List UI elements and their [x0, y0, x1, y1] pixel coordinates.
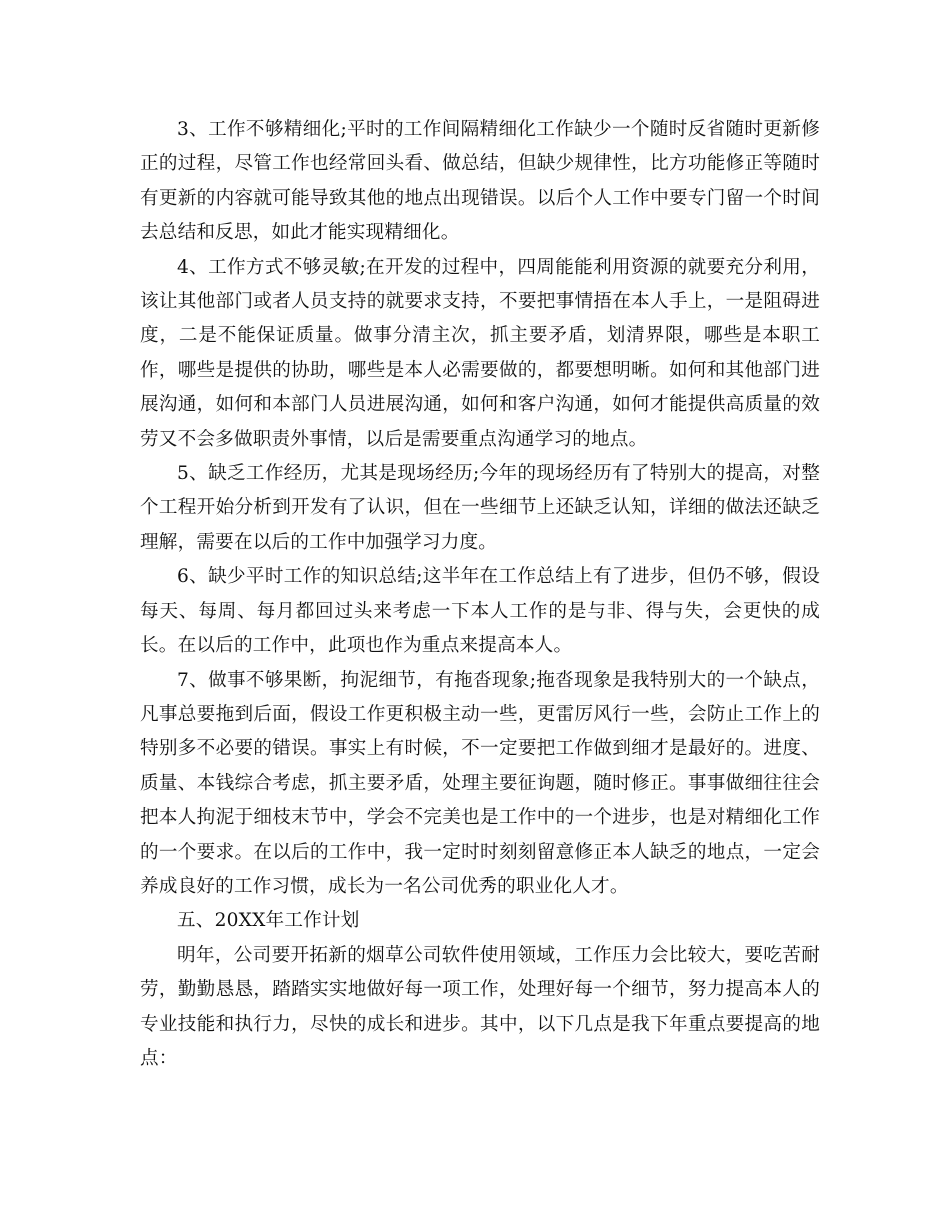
section-heading-work-plan: 五、20XX年工作计划 — [177, 910, 360, 932]
paragraph-item-3-detail: 3、工作不够精细化;平时的工作间隔精细化工作缺少一个随时反省随时更新修正的过程，尽管工作也经常回头看、做总结，但缺少规律性，比方功能修正等随时有更新的内容就可能导致其他的地点出现错误。以后个人工作中要专门留一个时间去总结和反思，如此才能实现精细化。 — [140, 119, 820, 244]
document-body — [140, 113, 820, 1076]
paragraph-item-7-decisiveness: 7、做事不够果断，拘泥细节，有拖沓现象;拖沓现象是我特别大的一个缺点，凡事总要拖到后面，假设工作更积极主动一些，更雷厉风行一些，会防止工作上的特别多不必要的错误。事实上有时候，不一定要把工作做到细才是最好的。进度、质量、本钱综合考虑，抓主要矛盾，处理主要征询题，随时修正。事事做细往往会把本人拘泥于细枝末节中，学会不完美也是工作中的一个进步，也是对精细化工作的一个要求。在以后的工作中，我一定时时刻刻留意修正本人缺乏的地点，一定会养成良好的工作习惯，成长为一名公司优秀的职业化人才。 — [140, 669, 820, 897]
paragraph-item-4-flexibility: 4、工作方式不够灵敏;在开发的过程中，四周能能利用资源的就要充分利用，该让其他部门或者人员支持的就要求支持，不要把事情捂在本人手上，一是阻碍进度，二是不能保证质量。做事分清主次，抓主要矛盾，划清界限，哪些是本职工作，哪些是提供的协助，哪些是本人必需要做的，都要想明晰。如何和其他部门进展沟通，如何和本部门人员进展沟通，如何和客户沟通，如何才能提供高质量的效劳又不会多做职责外事情，以后是需要重点沟通学习的地点。 — [140, 256, 820, 450]
paragraph-work-plan-intro: 明年，公司要开拓新的烟草公司软件使用领域，工作压力会比较大，要吃苦耐劳，勤勤恳恳，踏踏实实地做好每一项工作，处理好每一个细节，努力提高本人的专业技能和执行力，尽快的成长和进步。其中，以下几点是我下年重点要提高的地点： — [140, 944, 820, 1069]
paragraph-item-5-experience: 5、缺乏工作经历，尤其是现场经历;今年的现场经历有了特别大的提高，对整个工程开始分析到开发有了认识，但在一些细节上还缺乏认知，详细的做法还缺乏理解，需要在以后的工作中加强学习力度。 — [140, 463, 820, 553]
paragraph-item-6-summary: 6、缺少平时工作的知识总结;这半年在工作总结上有了进步，但仍不够，假设每天、每周、每月都回过头来考虑一下本人工作的是与非、得与失，会更快的成长。在以后的工作中，此项也作为重点来提高本人。 — [140, 566, 820, 657]
